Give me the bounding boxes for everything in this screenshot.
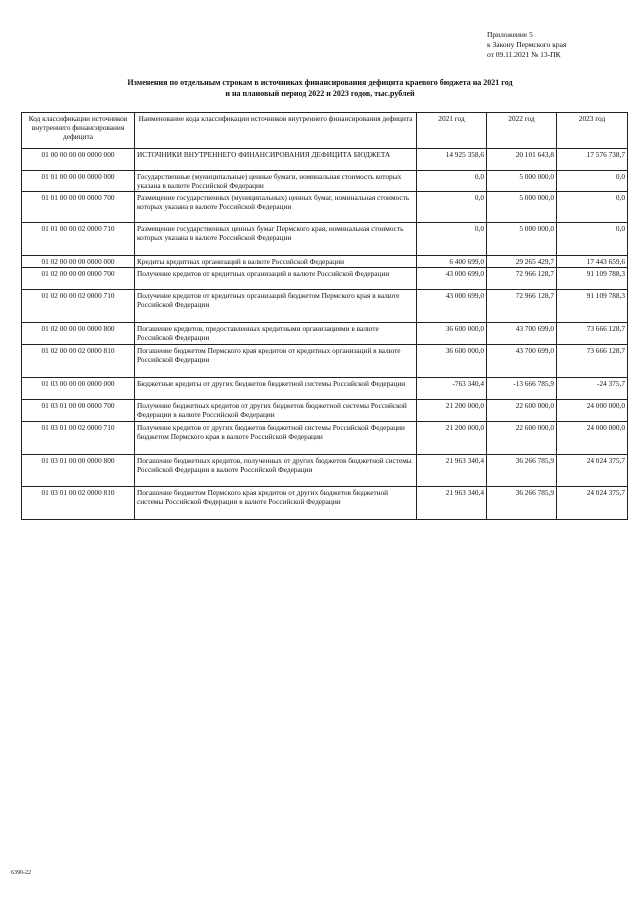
table-row xyxy=(22,378,628,400)
table-header-row xyxy=(22,113,628,149)
table-row xyxy=(22,345,628,378)
row-code: 01 02 00 00 02 0000 710 xyxy=(22,290,135,323)
row-name: Погашение кредитов, предоставленных кредитными организациями в валюте Российской Федерации xyxy=(135,323,417,345)
footnote-code: 6390-22 xyxy=(11,870,31,876)
row-value-2022: 43 700 699,0 xyxy=(487,323,557,345)
row-name: Бюджетные кредиты от других бюджетов бюджетной системы Российской Федерации xyxy=(135,378,417,400)
row-code: 01 03 00 00 00 0000 000 xyxy=(22,378,135,400)
row-name: Погашение бюджетом Пермского края кредитов от кредитных организаций в валюте Российской Федерации xyxy=(135,345,417,378)
header-name: Наименование кода классификации источников внутреннего финансирования дефицита xyxy=(135,113,417,149)
appendix-line-1: Приложение 5 xyxy=(487,30,533,39)
row-name: Погашение бюджетом Пермского края кредитов от других бюджетов бюджетной системы Российской Федерации в валюте Российской Федерации xyxy=(135,487,417,520)
row-value-2023: 91 109 788,3 xyxy=(557,290,628,323)
row-name: Размещение государственных ценных бумаг Пермского края, номинальная стоимость которых указана в валюте Российской Федерации xyxy=(135,223,417,256)
appendix-line-2: к Закону Пермского края xyxy=(487,40,567,49)
row-value-2022: 36 266 785,9 xyxy=(487,455,557,487)
row-value-2021: 43 000 699,0 xyxy=(417,268,487,290)
row-name: Государственные (муниципальные) ценные бумаги, номинальная стоимость которых указана в валюте Российской Федерации xyxy=(135,171,417,192)
row-code: 01 03 01 00 00 0000 700 xyxy=(22,400,135,422)
row-value-2021: 21 200 000,0 xyxy=(417,422,487,455)
row-value-2021: 36 600 000,0 xyxy=(417,323,487,345)
header-2023: 2023 год xyxy=(557,113,628,149)
row-name: Получение кредитов от других бюджетов бюджетной системы Российской Федерации бюджетом Пермского края в валюте Российской Федерации xyxy=(135,422,417,455)
row-value-2023: 73 666 128,7 xyxy=(557,323,628,345)
table-row xyxy=(22,268,628,290)
row-name: Погашение бюджетных кредитов, полученных от других бюджетов бюджетной системы Российской Федерации в валюте Российской Федерации xyxy=(135,455,417,487)
table-row xyxy=(22,223,628,256)
header-2021: 2021 год xyxy=(417,113,487,149)
row-value-2022: 29 265 429,7 xyxy=(487,256,557,268)
row-code: 01 01 00 00 00 0000 700 xyxy=(22,192,135,223)
row-value-2021: 21 200 000,0 xyxy=(417,400,487,422)
row-value-2021: 0,0 xyxy=(417,223,487,256)
title-line-1: Изменения по отдельным строкам в источниках финансирования дефицита краевого бюджета на 2021 год xyxy=(127,78,513,87)
row-value-2021: 21 963 340,4 xyxy=(417,487,487,520)
table-row xyxy=(22,455,628,487)
row-value-2023: 24 000 000,0 xyxy=(557,400,628,422)
row-value-2023: 0,0 xyxy=(557,223,628,256)
row-code: 01 00 00 00 00 0000 000 xyxy=(22,149,135,171)
row-value-2023: 24 000 000,0 xyxy=(557,422,628,455)
row-value-2022: 5 000 000,0 xyxy=(487,171,557,192)
row-name: ИСТОЧНИКИ ВНУТРЕННЕГО ФИНАНСИРОВАНИЯ ДЕФИЦИТА БЮДЖЕТА xyxy=(135,149,417,171)
row-code: 01 02 00 00 00 0000 800 xyxy=(22,323,135,345)
row-value-2023: 24 024 375,7 xyxy=(557,455,628,487)
row-value-2021: 6 400 699,0 xyxy=(417,256,487,268)
row-value-2023: 17 443 659,6 xyxy=(557,256,628,268)
row-value-2023: 0,0 xyxy=(557,171,628,192)
row-value-2022: 22 600 000,0 xyxy=(487,422,557,455)
row-code: 01 03 01 00 02 0000 810 xyxy=(22,487,135,520)
financing-table xyxy=(21,112,628,520)
row-value-2022: 36 266 785,9 xyxy=(487,487,557,520)
appendix-reference xyxy=(487,30,566,60)
row-value-2022: 5 000 000,0 xyxy=(487,223,557,256)
table-row xyxy=(22,192,628,223)
row-code: 01 01 00 00 00 0000 000 xyxy=(22,171,135,192)
table-row xyxy=(22,149,628,171)
row-value-2022: 72 966 128,7 xyxy=(487,290,557,323)
row-code: 01 01 00 00 02 0000 710 xyxy=(22,223,135,256)
row-name: Получение бюджетных кредитов от других бюджетов бюджетной системы Российской Федерации в валюте Российской Федерации xyxy=(135,400,417,422)
row-value-2021: 21 963 340,4 xyxy=(417,455,487,487)
table-row xyxy=(22,400,628,422)
table-row xyxy=(22,323,628,345)
header-2022: 2022 год xyxy=(487,113,557,149)
row-value-2021: 36 600 000,0 xyxy=(417,345,487,378)
row-name: Получение кредитов от кредитных организаций бюджетом Пермского края в валюте Российской Федерации xyxy=(135,290,417,323)
row-value-2021: 0,0 xyxy=(417,192,487,223)
table-row xyxy=(22,290,628,323)
row-value-2022: 20 101 643,8 xyxy=(487,149,557,171)
table-row xyxy=(22,171,628,192)
row-code: 01 02 00 00 02 0000 810 xyxy=(22,345,135,378)
document-title xyxy=(70,77,570,99)
row-name: Размещение государственных (муниципальных) ценных бумаг, номинальная стоимость которых указана в валюте Российской Федерации xyxy=(135,192,417,223)
row-value-2022: 22 600 000,0 xyxy=(487,400,557,422)
table-row xyxy=(22,256,628,268)
title-line-2: и на плановый период 2022 и 2023 годов, тыс.рублей xyxy=(225,89,415,98)
row-code: 01 03 01 00 02 0000 710 xyxy=(22,422,135,455)
row-value-2023: 73 666 128,7 xyxy=(557,345,628,378)
row-value-2022: -13 666 785,9 xyxy=(487,378,557,400)
row-value-2022: 72 966 128,7 xyxy=(487,268,557,290)
row-value-2023: -24 375,7 xyxy=(557,378,628,400)
row-value-2021: 0,0 xyxy=(417,171,487,192)
row-value-2021: 43 000 699,0 xyxy=(417,290,487,323)
row-value-2022: 5 000 000,0 xyxy=(487,192,557,223)
row-code: 01 02 00 00 00 0000 700 xyxy=(22,268,135,290)
appendix-line-3: от 09.11.2021 № 13-ПК xyxy=(487,50,561,59)
row-value-2022: 43 700 699,0 xyxy=(487,345,557,378)
row-value-2021: 14 925 358,6 xyxy=(417,149,487,171)
row-code: 01 03 01 00 00 0000 800 xyxy=(22,455,135,487)
row-value-2023: 91 109 788,3 xyxy=(557,268,628,290)
row-value-2023: 0,0 xyxy=(557,192,628,223)
table-row xyxy=(22,487,628,520)
header-code: Код классификации источников внутреннего финансирования дефицита xyxy=(22,113,135,149)
table-body xyxy=(22,149,628,520)
row-name: Получение кредитов от кредитных организаций в валюте Российской Федерации xyxy=(135,268,417,290)
row-name: Кредиты кредитных организаций в валюте Российской Федерации xyxy=(135,256,417,268)
row-value-2023: 17 576 738,7 xyxy=(557,149,628,171)
table-row xyxy=(22,422,628,455)
row-value-2023: 24 024 375,7 xyxy=(557,487,628,520)
row-code: 01 02 00 00 00 0000 000 xyxy=(22,256,135,268)
row-value-2021: -763 340,4 xyxy=(417,378,487,400)
